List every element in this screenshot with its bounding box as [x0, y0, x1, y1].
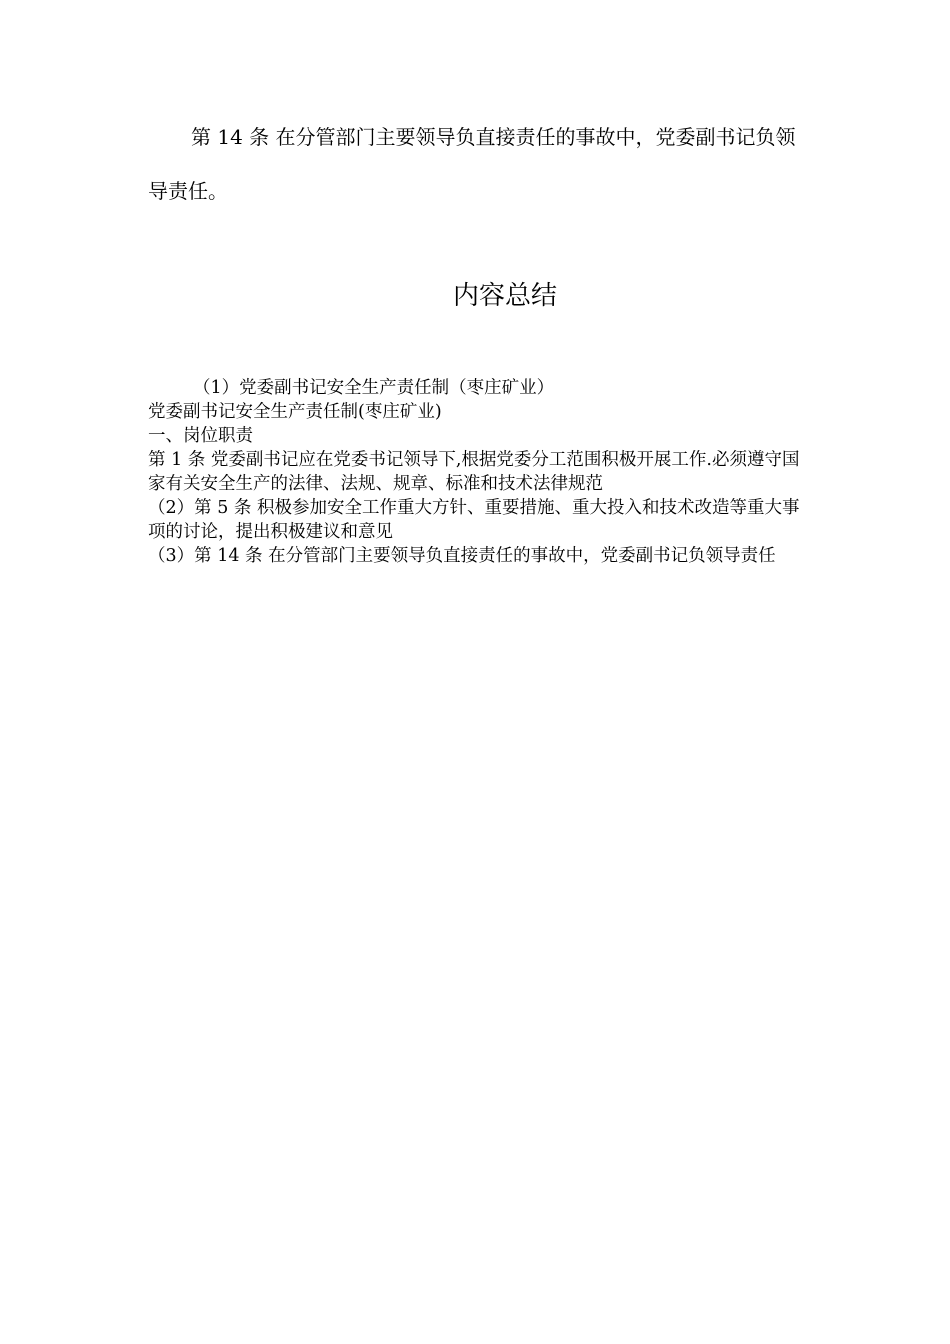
summary-line: （1）党委副书记安全生产责任制（枣庄矿业） [193, 378, 555, 398]
summary-line: （3）第 14 条 在分管部门主要领导负直接责任的事故中，党委副书记负领导责任 [148, 546, 776, 566]
article-paragraph: 第 14 条 在分管部门主要领导负直接责任的事故中，党委副书记负领导责任。 [148, 125, 796, 203]
summary-line: （2）第 5 条 积极参加安全工作重大方针、重要措施、重大投入和技术改造等重大事项的讨论，提出积极建议和意见 [148, 498, 800, 542]
summary-title: 内容总结 [452, 281, 557, 311]
summary-line: 党委副书记安全生产责任制(枣庄矿业) [148, 402, 442, 422]
summary-line: 一、岗位职责 [148, 426, 253, 446]
summary-line: 第 1 条 党委副书记应在党委书记领导下,根据党委分工范围积极开展工作.必须遵守国家有关安全生产的法律、法规、规章、标准和技术法律规范 [148, 450, 800, 494]
summary-body [148, 376, 808, 568]
